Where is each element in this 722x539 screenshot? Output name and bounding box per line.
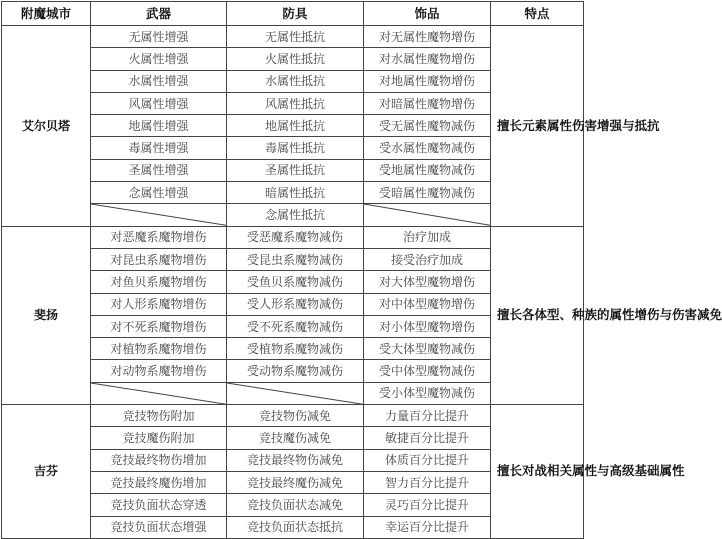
armor-cell: 受不死系魔物减伤 [227, 315, 364, 337]
accessory-cell: 敏捷百分比提升 [364, 427, 491, 449]
accessory-cell: 受大体型魔物减伤 [364, 338, 491, 360]
weapon-cell: 水属性增强 [91, 70, 227, 92]
accessory-cell: 对地属性魔物增伤 [364, 70, 491, 92]
armor-cell: 地属性抵抗 [227, 115, 364, 137]
header-accessory: 饰品 [364, 2, 491, 26]
accessory-cell: 对水属性魔物增伤 [364, 48, 491, 70]
weapon-cell: 无属性增强 [91, 26, 227, 48]
empty-weapon-cell [91, 204, 227, 226]
weapon-cell: 对昆虫系魔物增伤 [91, 248, 227, 270]
accessory-cell: 幸运百分比提升 [364, 516, 491, 538]
weapon-cell: 竞技负面状态增强 [91, 516, 227, 538]
armor-cell: 竞技负面状态抵抗 [227, 516, 364, 538]
city-cell: 吉芬 [2, 405, 91, 539]
armor-cell: 受动物系魔物减伤 [227, 360, 364, 382]
weapon-cell: 对不死系魔物增伤 [91, 315, 227, 337]
accessory-cell: 对暗属性魔物增伤 [364, 92, 491, 114]
diagonal-slash [91, 383, 226, 404]
header-weapon: 武器 [91, 2, 227, 26]
weapon-cell: 毒属性增强 [91, 137, 227, 159]
armor-cell: 无属性抵抗 [227, 26, 364, 48]
empty-accessory-cell [364, 204, 491, 226]
empty-weapon-cell [91, 382, 227, 404]
accessory-cell: 力量百分比提升 [364, 405, 491, 427]
header-row [2, 2, 584, 26]
accessory-cell: 灵巧百分比提升 [364, 494, 491, 516]
accessory-cell: 对中体型魔物增伤 [364, 293, 491, 315]
accessory-cell: 体质百分比提升 [364, 449, 491, 471]
armor-cell: 竞技负面状态减免 [227, 494, 364, 516]
weapon-cell: 对鱼贝系魔物增伤 [91, 271, 227, 293]
accessory-cell: 智力百分比提升 [364, 471, 491, 493]
armor-cell: 风属性抵抗 [227, 92, 364, 114]
accessory-cell: 受小体型魔物减伤 [364, 382, 491, 404]
armor-cell: 暗属性抵抗 [227, 182, 364, 204]
weapon-cell: 火属性增强 [91, 48, 227, 70]
diagonal-slash [364, 204, 490, 225]
weapon-cell: 地属性增强 [91, 115, 227, 137]
header-feature: 特点 [491, 2, 584, 26]
accessory-cell: 受无属性魔物减伤 [364, 115, 491, 137]
weapon-cell: 对恶魔系魔物增伤 [91, 226, 227, 248]
table-row [2, 226, 584, 248]
armor-cell: 竞技最终物伤减免 [227, 449, 364, 471]
armor-cell: 竞技最终魔伤减免 [227, 471, 364, 493]
armor-cell: 毒属性抵抗 [227, 137, 364, 159]
city-cell: 斐扬 [2, 226, 91, 404]
weapon-cell: 对人形系魔物增伤 [91, 293, 227, 315]
enchant-table [1, 1, 722, 539]
header-city: 附魔城市 [2, 2, 91, 26]
armor-cell: 受昆虫系魔物减伤 [227, 248, 364, 270]
accessory-cell: 受水属性魔物减伤 [364, 137, 491, 159]
armor-cell: 竞技物伤减免 [227, 405, 364, 427]
accessory-cell: 对大体型魔物增伤 [364, 271, 491, 293]
city-cell: 艾尔贝塔 [2, 26, 91, 227]
feature-cell: 擅长对战相关属性与高级基础属性 [491, 405, 584, 539]
feature-cell: 擅长各体型、种族的属性增伤与伤害减免 [491, 226, 584, 404]
diagonal-slash [91, 204, 226, 225]
weapon-cell: 竞技最终物伤增加 [91, 449, 227, 471]
weapon-cell: 竞技最终魔伤增加 [91, 471, 227, 493]
armor-cell: 受人形系魔物减伤 [227, 293, 364, 315]
weapon-cell: 竞技负面状态穿透 [91, 494, 227, 516]
weapon-cell: 圣属性增强 [91, 159, 227, 181]
weapon-cell: 竞技物伤附加 [91, 405, 227, 427]
diagonal-slash [227, 383, 363, 404]
accessory-cell: 受中体型魔物减伤 [364, 360, 491, 382]
accessory-cell: 受暗属性魔物减伤 [364, 182, 491, 204]
feature-cell: 擅长元素属性伤害增强与抵抗 [491, 26, 584, 227]
accessory-cell: 对小体型魔物增伤 [364, 315, 491, 337]
accessory-cell: 治疗加成 [364, 226, 491, 248]
armor-cell: 受植物系魔物减伤 [227, 338, 364, 360]
table-row [2, 26, 584, 48]
weapon-cell: 对动物系魔物增伤 [91, 360, 227, 382]
weapon-cell: 念属性增强 [91, 182, 227, 204]
accessory-cell: 受地属性魔物减伤 [364, 159, 491, 181]
armor-cell: 受鱼贝系魔物减伤 [227, 271, 364, 293]
armor-cell: 竞技魔伤减免 [227, 427, 364, 449]
table-row [2, 405, 584, 427]
weapon-cell: 对植物系魔物增伤 [91, 338, 227, 360]
weapon-cell: 风属性增强 [91, 92, 227, 114]
armor-cell: 火属性抵抗 [227, 48, 364, 70]
armor-cell: 念属性抵抗 [227, 204, 364, 226]
armor-cell: 受恶魔系魔物减伤 [227, 226, 364, 248]
header-armor: 防具 [227, 2, 364, 26]
accessory-cell: 对无属性魔物增伤 [364, 26, 491, 48]
accessory-cell: 接受治疗加成 [364, 248, 491, 270]
weapon-cell: 竞技魔伤附加 [91, 427, 227, 449]
armor-cell: 水属性抵抗 [227, 70, 364, 92]
empty-armor-cell [227, 382, 364, 404]
table-body [2, 26, 722, 539]
armor-cell: 圣属性抵抗 [227, 159, 364, 181]
